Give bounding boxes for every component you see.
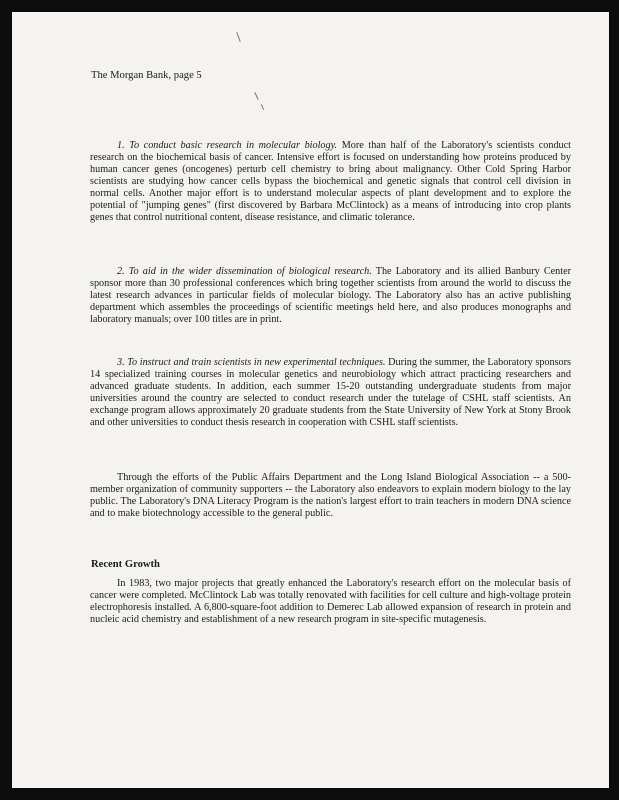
- page-header: The Morgan Bank, page 5: [91, 70, 202, 81]
- paragraph-4: [90, 472, 571, 520]
- paragraph-3: [90, 357, 571, 429]
- paragraph-lead: 1. To conduct basic research in molecular biology.: [117, 140, 338, 151]
- section-heading: Recent Growth: [91, 559, 160, 570]
- paragraph-1: [90, 140, 571, 224]
- scan-mark: [236, 32, 240, 42]
- document-page: [12, 12, 609, 788]
- paragraph-body: More than half of the Laboratory's scientists conduct research on the biochemical basis of cancer. Intensive effort is focused on understanding how proteins produced by human cancer genes (oncogenes) perturb cell chemistry to bring about malignancy. Other Cold Spring Harbor scientists are studying how cancer cells bypass the biochemical and genetic signals that control cell division in normal cells. Another major effort is to understand molecular aspects of plant development and to explore the potential of "jumping genes" (first discovered by Barbara McClintock) as a means of introducing into crop plants genes that control nutritional content, disease resistance, and climatic tolerance.: [90, 140, 571, 223]
- scan-mark: [261, 104, 264, 110]
- paragraph-body: Through the efforts of the Public Affairs Department and the Long Island Biological Association -- a 500-member organization of community supporters -- the Laboratory also endeavors to explain modern biology to the lay public. The Laboratory's DNA Literacy Program is the nation's largest effort to train teachers in modern DNA science and to make biotechnology accessible to the general public.: [90, 472, 571, 519]
- paragraph-lead: 2. To aid in the wider dissemination of biological research.: [117, 266, 372, 277]
- scan-mark: [254, 92, 258, 100]
- paragraph-body: The Laboratory and its allied Banbury Center sponsor more than 30 professional conferences which bring together scientists from around the world to discuss the latest research advances in particular fields of molecular biology. The Laboratory also has an active publishing department which assembles the proceedings of scientific meetings held here, and also produces monographs and laboratory manuals; over 100 titles are in print.: [90, 266, 571, 325]
- section-paragraph: [90, 578, 571, 626]
- paragraph-body: In 1983, two major projects that greatly enhanced the Laboratory's research effort on the molecular basis of cancer were completed. McClintock Lab was totally renovated with facilities for cell culture and high-voltage protein electrophoresis installed. A 6,800-square-foot addition to Demerec Lab allowed expansion of research in protein and nucleic acid chemistry and establishment of a new research program in site-specific mutagenesis.: [90, 578, 571, 625]
- paragraph-body: During the summer, the Laboratory sponsors 14 specialized training courses in molecular genetics and neurobiology which attract practicing researchers and advanced graduate students. In addition, each summer 15-20 outstanding undergraduate students from major universities around the country are selected to conduct research under the tutelage of CSHL staff scientists. An exchange program allows approximately 20 graduate students from the State University of New York at Stony Brook and other universities to conduct thesis research in cooperation with CSHL staff scientists.: [90, 357, 571, 428]
- paragraph-lead: 3. To instruct and train scientists in new experimental techniques.: [117, 357, 386, 368]
- paragraph-2: [90, 266, 571, 326]
